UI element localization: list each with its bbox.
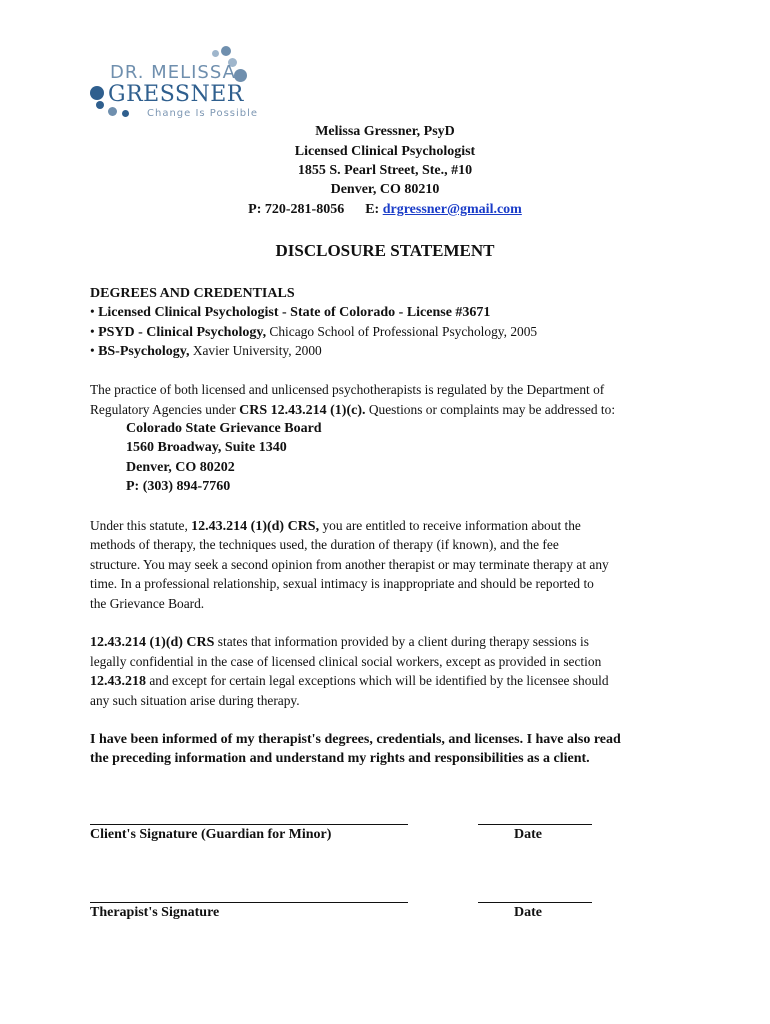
regulation-paragraph-line: The practice of both licensed and unlicensed psychotherapists is regulated by the Department of [90, 382, 605, 397]
logo-line2: GRESSNER [108, 82, 244, 107]
statute-paragraph-line: structure. You may seek a second opinion from another therapist or may terminate therapy at any [90, 557, 609, 572]
therapist-signature-field[interactable] [90, 902, 408, 903]
text-run: Under this statute, [90, 518, 192, 533]
statute-reference: CRS 12.43.214 (1)(c). [239, 403, 366, 418]
practitioner-name: Melissa Gressner, PsyD [315, 124, 455, 139]
therapist-signature-label: Therapist's Signature [90, 905, 220, 920]
confidentiality-paragraph-line [90, 671, 609, 692]
text-run: you are entitled to receive information about the [319, 518, 581, 533]
email-label: E: [365, 202, 380, 217]
board-address: 1560 Broadway, Suite 1340 [126, 440, 287, 455]
board-phone: P: (303) 894-7760 [126, 479, 231, 494]
practitioner-title: Licensed Clinical Psychologist [294, 144, 476, 159]
text-run: and except for certain legal exceptions which will be identified by the licensee should [146, 673, 609, 688]
text-run: Regulatory Agencies under [90, 402, 240, 417]
text-run: Questions or complaints may be addressed to: [365, 402, 616, 417]
logo-tagline: Change Is Possible [147, 108, 259, 119]
credential-bold: PSYD - Clinical Psychology, [98, 325, 267, 340]
statute-reference: 12.43.218 [90, 674, 146, 689]
document-title: DISCLOSURE STATEMENT [275, 241, 495, 260]
client-date-field[interactable] [478, 824, 592, 825]
statute-reference: 12.43.214 (1)(d) CRS [90, 635, 215, 650]
phone-label: P: [248, 202, 262, 217]
credential-bold: Licensed Clinical Psychologist - State of Colorado - License #3671 [98, 305, 491, 320]
logo-dot-icon [122, 110, 129, 117]
practice-logo [88, 44, 258, 124]
credential-rest: Chicago School of Professional Psychology, 2005 [266, 324, 538, 339]
bullet-icon: • [90, 324, 95, 339]
logo-dot-icon [90, 86, 104, 100]
regulation-paragraph-line [90, 400, 615, 421]
confidentiality-paragraph-line [90, 632, 589, 653]
phone-number: 720-281-8056 [264, 202, 345, 217]
text-run: states that information provided by a client during therapy sessions is [214, 634, 589, 649]
degrees-heading [90, 283, 295, 304]
bullet-icon: • [90, 304, 95, 319]
acknowledgement-line: I have been informed of my therapist's degrees, credentials, and licenses. I have also read [90, 732, 621, 747]
contact-line [0, 202, 770, 218]
email-link[interactable]: drgressner@gmail.com [382, 202, 522, 217]
board-city: Denver, CO 80202 [126, 460, 235, 475]
list-item [90, 322, 537, 343]
logo-dot-icon [96, 101, 104, 109]
statute-paragraph-line [90, 516, 581, 537]
client-signature-label: Client's Signature (Guardian for Minor) [90, 827, 332, 842]
degrees-heading-text: DEGREES AND CREDENTIALS [90, 286, 295, 301]
bullet-icon: • [90, 343, 95, 358]
list-item [90, 302, 490, 323]
statute-paragraph-line: the Grievance Board. [90, 596, 205, 611]
logo-line1: DR. MELISSA [110, 62, 236, 83]
list-item [90, 341, 322, 362]
client-signature-field[interactable] [90, 824, 408, 825]
client-date-label: Date [514, 827, 542, 842]
board-name: Colorado State Grievance Board [126, 421, 322, 436]
statute-paragraph-line: time. In a professional relationship, sexual intimacy is inappropriate and should be reported to [90, 576, 594, 591]
statute-reference: 12.43.214 (1)(d) CRS, [191, 519, 320, 534]
logo-dot-icon [234, 69, 247, 82]
confidentiality-paragraph-line: legally confidential in the case of licensed clinical social workers, except as provided in section [90, 654, 602, 669]
logo-dot-icon [212, 50, 219, 57]
practice-address: 1855 S. Pearl Street, Ste., #10 [297, 163, 473, 178]
logo-dot-icon [108, 107, 117, 116]
practice-city: Denver, CO 80210 [330, 182, 440, 197]
acknowledgement-line: the preceding information and understand my rights and responsibilities as a client. [90, 751, 590, 766]
statute-paragraph-line: methods of therapy, the techniques used, the duration of therapy (if known), and the fee [90, 537, 559, 552]
therapist-date-label: Date [514, 905, 542, 920]
credential-bold: BS-Psychology, [98, 344, 190, 359]
confidentiality-paragraph-line: any such situation arise during therapy. [90, 693, 300, 708]
credential-rest: Xavier University, 2000 [189, 343, 322, 358]
logo-dot-icon [221, 46, 231, 56]
therapist-date-field[interactable] [478, 902, 592, 903]
